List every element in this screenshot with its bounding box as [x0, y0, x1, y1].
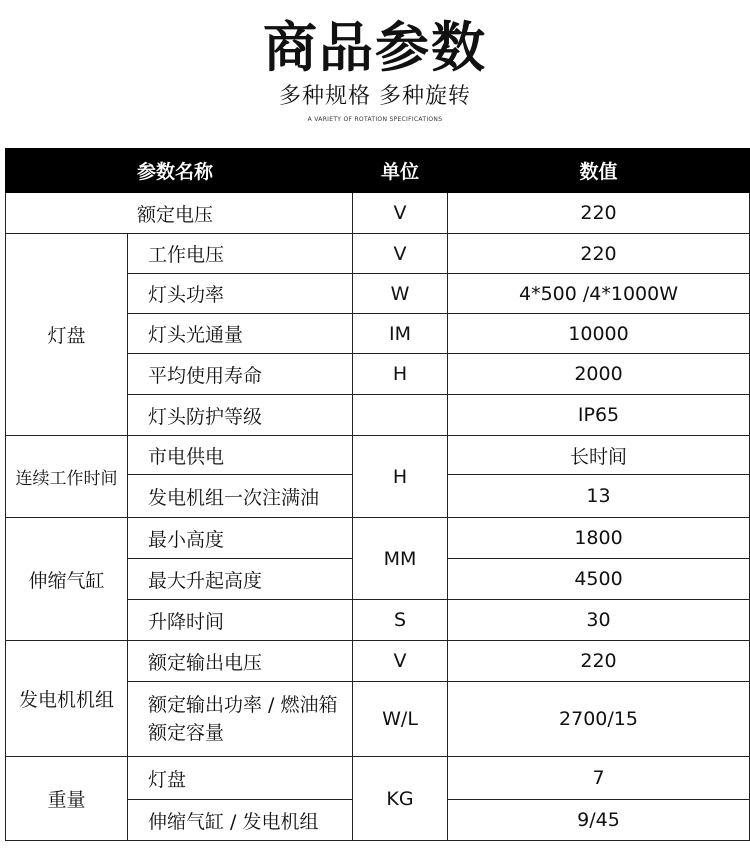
page-header [0, 0, 750, 148]
table-header-row [6, 149, 750, 193]
param-cell: 灯头光通量 [128, 314, 353, 354]
value-cell: 30 [448, 600, 750, 641]
unit-cell: S [353, 600, 448, 641]
value-cell: 9/45 [448, 800, 750, 841]
param-cell: 额定输出功率 / 燃油箱额定容量 [128, 682, 353, 757]
value-cell: 220 [448, 234, 750, 274]
param-cell: 额定电压 [6, 193, 353, 234]
param-cell: 额定输出电压 [128, 641, 353, 682]
table-row [6, 234, 750, 274]
header-unit: 单位 [353, 149, 448, 193]
value-cell: 1800 [448, 518, 750, 559]
spec-table [5, 148, 750, 841]
table-row [6, 193, 750, 234]
group-cell: 灯盘 [6, 234, 128, 436]
value-cell: 2700/15 [448, 682, 750, 757]
param-cell: 市电供电 [128, 436, 353, 475]
param-cell: 最小高度 [128, 518, 353, 559]
value-cell: 7 [448, 757, 750, 800]
value-cell: 4*500 /4*1000W [448, 274, 750, 314]
param-cell: 灯头功率 [128, 274, 353, 314]
group-cell: 连续工作时间 [6, 436, 128, 518]
unit-cell: IM [353, 314, 448, 354]
unit-cell: V [353, 641, 448, 682]
header-value: 数值 [448, 149, 750, 193]
param-cell: 平均使用寿命 [128, 354, 353, 395]
value-cell: 10000 [448, 314, 750, 354]
header-param: 参数名称 [6, 149, 353, 193]
table-row [6, 757, 750, 800]
table-row [6, 518, 750, 559]
param-cell: 伸缩气缸 / 发电机组 [128, 800, 353, 841]
group-cell: 发电机机组 [6, 641, 128, 757]
group-cell: 重量 [6, 757, 128, 841]
unit-cell: H [353, 436, 448, 518]
param-cell: 灯头防护等级 [128, 395, 353, 436]
page-caption: A VARIETY OF ROTATION SPECIFICATIONS [307, 116, 443, 123]
param-cell: 工作电压 [128, 234, 353, 274]
unit-cell: W/L [353, 682, 448, 757]
value-cell: 2000 [448, 354, 750, 395]
unit-cell: KG [353, 757, 448, 841]
unit-cell: V [353, 234, 448, 274]
unit-cell [353, 395, 448, 436]
table-row [6, 641, 750, 682]
value-cell: 13 [448, 475, 750, 518]
unit-cell: MM [353, 518, 448, 600]
page-subtitle: 多种规格 多种旋转 [279, 84, 471, 109]
param-cell: 最大升起高度 [128, 559, 353, 600]
table-row [6, 436, 750, 475]
page-title: 商品参数 [263, 16, 487, 79]
value-cell: 长时间 [448, 436, 750, 475]
unit-cell: W [353, 274, 448, 314]
value-cell: 4500 [448, 559, 750, 600]
unit-cell: H [353, 354, 448, 395]
group-cell: 伸缩气缸 [6, 518, 128, 641]
value-cell: 220 [448, 641, 750, 682]
value-cell: 220 [448, 193, 750, 234]
unit-cell: V [353, 193, 448, 234]
value-cell: IP65 [448, 395, 750, 436]
param-cell: 发电机组一次注满油 [128, 475, 353, 518]
param-cell: 灯盘 [128, 757, 353, 800]
param-cell: 升降时间 [128, 600, 353, 641]
